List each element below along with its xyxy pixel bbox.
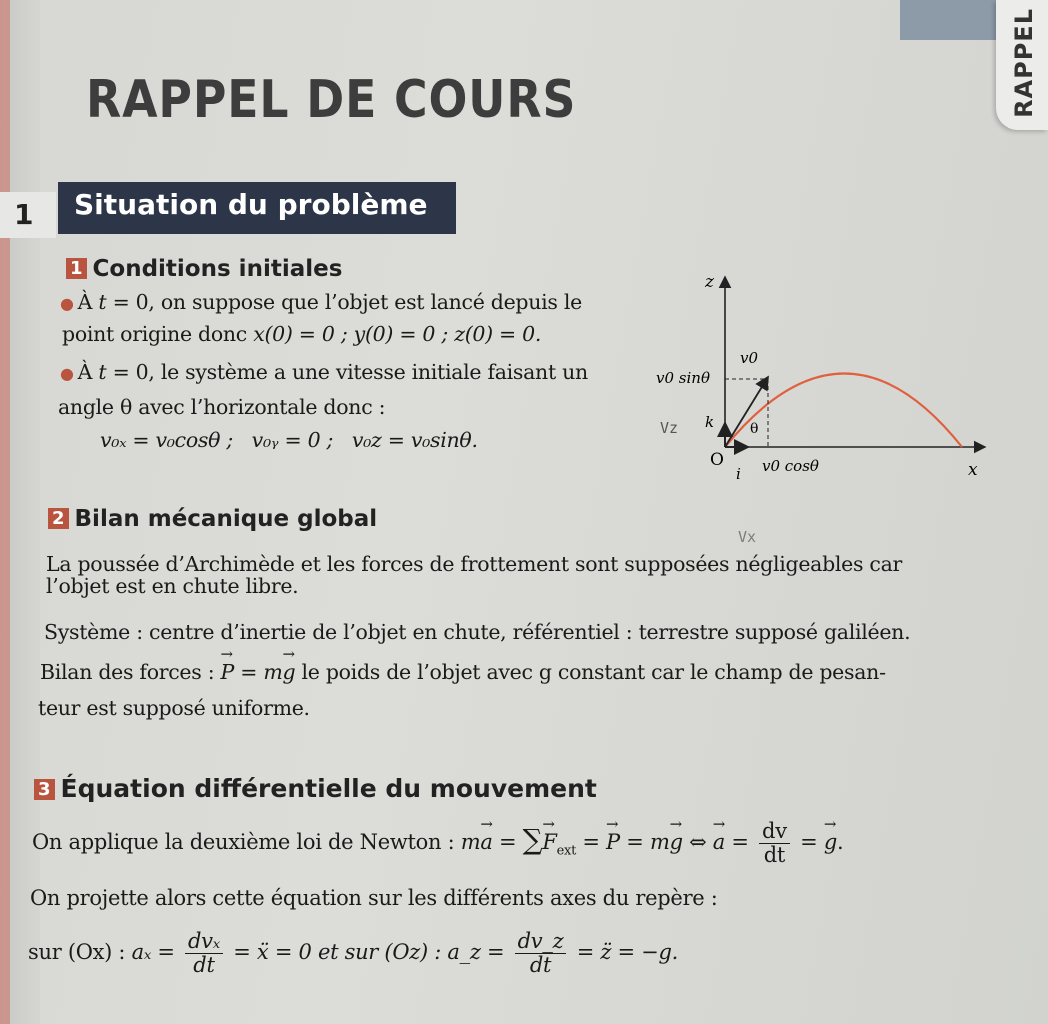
section-title: Situation du problème	[74, 188, 428, 221]
newton-law-line: On applique la deuxième loi de Newton : m→ a = ∑→ $F_{ext}$ = → P = m→ g ⇔ → a = $\frac{dv}{dt}$ = → g.	[32, 820, 843, 867]
bullet-icon: ●	[60, 364, 74, 383]
pencil-vx-note: Vx	[738, 528, 757, 546]
origin-label: O	[710, 450, 724, 470]
subhead-conditions	[66, 256, 342, 282]
v0-vector	[725, 377, 768, 447]
subhead-number: 2	[48, 508, 69, 529]
pencil-vz-note: Vz	[660, 419, 679, 437]
v0sin-label: v0 sinθ	[656, 369, 710, 387]
section-number-box	[0, 192, 56, 238]
subhead-number: 3	[34, 779, 55, 800]
subhead-title: Équation différentielle du mouvement	[60, 774, 597, 803]
bullet-icon: ●	[60, 294, 74, 313]
chapter-tab-label: RAPPEL	[1010, 8, 1038, 118]
theta-label: θ	[750, 421, 759, 437]
v0cos-label: v0 cosθ	[762, 457, 819, 475]
trajectory-diagram	[650, 265, 1000, 485]
subhead-number: 1	[66, 258, 87, 279]
chapter-tab	[996, 0, 1048, 130]
paragraph-line: Système : centre d’inertie de l’objet en chute, référentiel : terrestre supposé galiléen.	[44, 620, 911, 644]
subhead-title: Conditions initiales	[92, 256, 343, 282]
paragraph-line: point origine donc x(0) = 0 ; y(0) = 0 ; z(0) = 0.	[62, 322, 542, 346]
k-label: k	[705, 413, 715, 431]
forces-line: Bilan des forces : → P = m→ g le poids de l’objet avec g constant car le champ de pesan-	[40, 660, 886, 684]
paragraph-line: La poussée d’Archimède et les forces de frottement sont supposées négligeables car	[46, 552, 903, 576]
subhead-equation	[34, 774, 597, 803]
x-label: x	[968, 460, 978, 480]
paragraph-line: l’objet est en chute libre.	[46, 574, 299, 598]
paragraph-line: ● À t = 0, le système a une vitesse initiale faisant un	[60, 360, 588, 384]
i-label: i	[736, 465, 741, 483]
page-title: RAPPEL DE COURS	[86, 70, 577, 130]
subhead-title: Bilan mécanique global	[74, 506, 378, 532]
section-title-box	[58, 182, 456, 234]
paragraph-line: angle θ avec l’horizontale donc :	[58, 395, 386, 419]
initial-velocity-equations: v₀ₓ = v₀cosθ ; v₀ᵧ = 0 ; v₀z = v₀sinθ.	[100, 428, 478, 452]
z-label: z	[705, 272, 714, 292]
section-number: 1	[14, 198, 34, 231]
projection-line: sur (Ox) : aₓ = $\frac{\text{dvₓ}}{dt}$ = ẍ = 0 et sur (Oz) : a_z = $\frac{dv\_z}{dt}$ = z̈ = −g.	[28, 929, 678, 978]
page-edge-stripe	[0, 0, 10, 1024]
trajectory-curve	[725, 374, 962, 448]
paragraph-line: ● À t = 0, on suppose que l’objet est lancé depuis le	[60, 290, 582, 314]
v0-label: v0	[740, 349, 759, 367]
paragraph-line: On projette alors cette équation sur les différents axes du repère :	[30, 886, 718, 910]
subhead-bilan	[48, 506, 377, 532]
paragraph-line: teur est supposé uniforme.	[38, 696, 310, 720]
